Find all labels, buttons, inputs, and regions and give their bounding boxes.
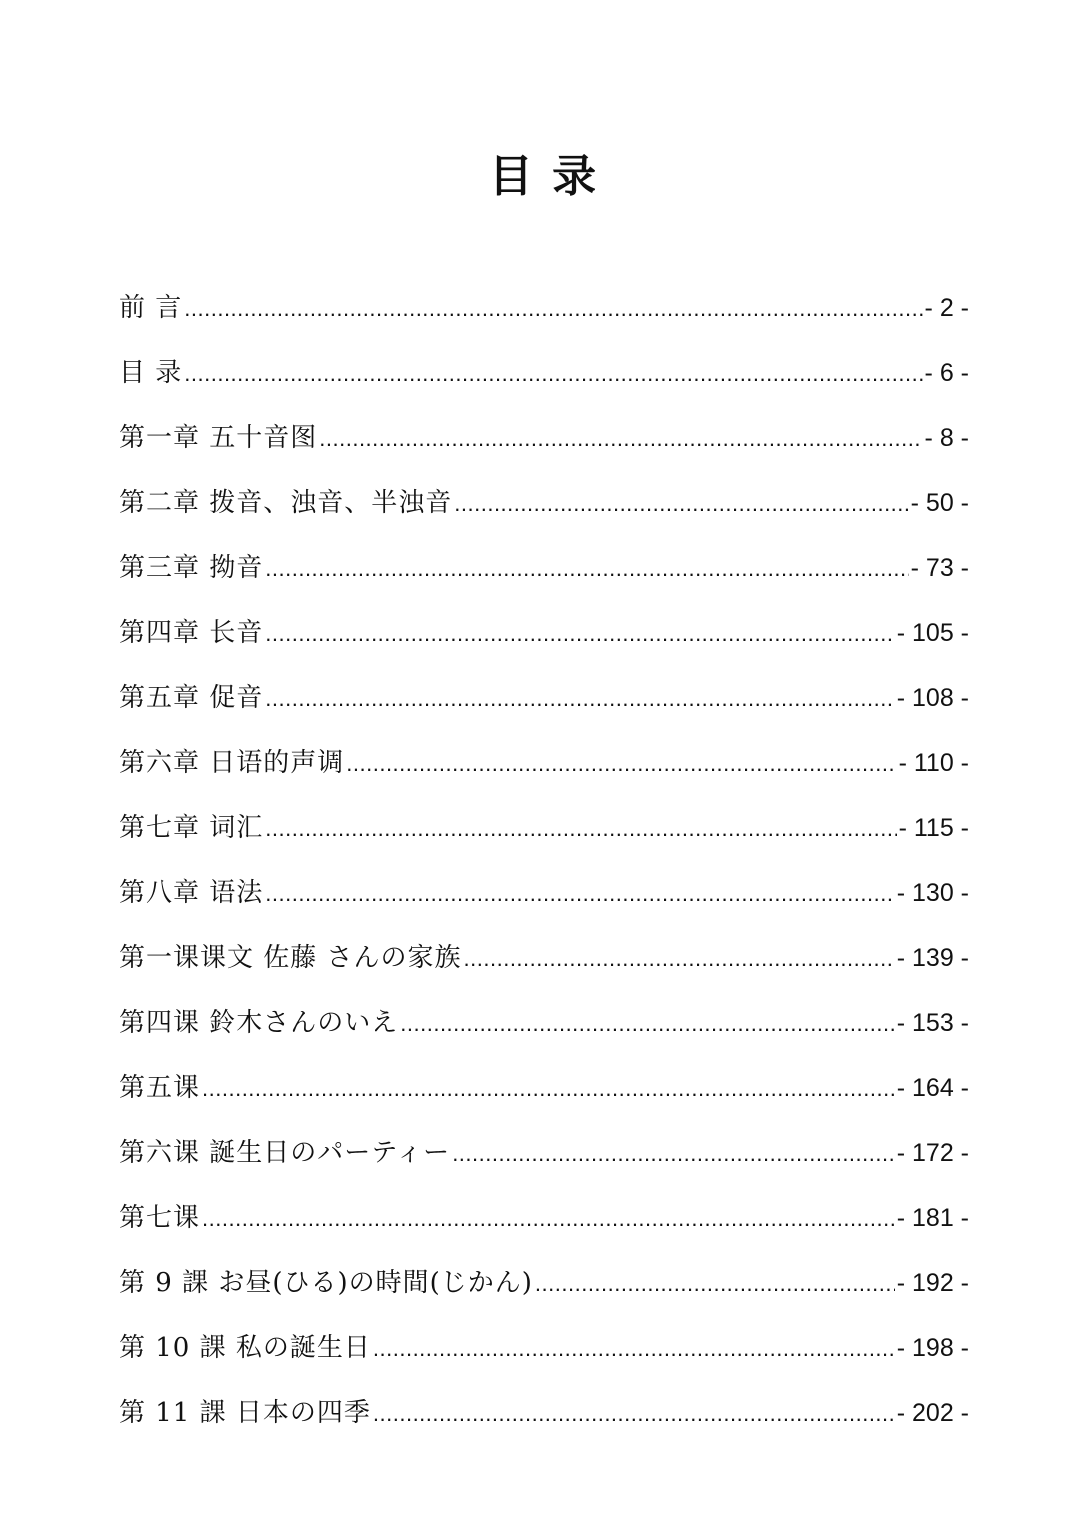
toc-entry-label: 第一章 五十音图 [119, 423, 318, 453]
toc-entry-page: - 130 - [896, 879, 969, 907]
toc-entry[interactable] [119, 1316, 969, 1381]
toc-entry[interactable] [119, 276, 969, 341]
toc-entry-label: 第 9 課 お昼(ひる)の時間(じかん) [119, 1268, 533, 1298]
toc-dot-leader [373, 1381, 895, 1446]
toc-entry-label: 第八章 语法 [119, 878, 264, 908]
toc-entry-page: - 115 - [898, 814, 969, 842]
toc-dot-leader [265, 601, 894, 666]
toc-entry-label: 第四章 长音 [119, 618, 264, 648]
toc-dot-leader [202, 1056, 895, 1121]
toc-entry-page: - 8 - [924, 424, 969, 452]
toc-dot-leader [265, 666, 894, 731]
toc-entry-page: - 192 - [896, 1269, 969, 1297]
toc-dot-leader [454, 471, 908, 536]
toc-entry[interactable] [119, 1121, 969, 1186]
toc-entry-label: 第六章 日语的声调 [119, 748, 345, 778]
toc-entry[interactable] [119, 471, 969, 536]
toc-dot-leader [400, 991, 894, 1056]
toc-entry-page: - 164 - [896, 1074, 969, 1102]
toc-entry[interactable] [119, 991, 969, 1056]
toc-entry[interactable] [119, 731, 969, 796]
toc-entry[interactable] [119, 1251, 969, 1316]
toc-entry-page: - 153 - [896, 1009, 969, 1037]
toc-entry-label: 前 言 [119, 293, 183, 323]
toc-dot-leader [265, 861, 894, 926]
toc-entry-label: 第七课 [119, 1203, 201, 1233]
toc-entry[interactable] [119, 861, 969, 926]
toc-entry-label: 第 10 課 私の誕生日 [119, 1333, 371, 1363]
toc-entry-page: - 202 - [896, 1399, 969, 1427]
toc-dot-leader [535, 1251, 895, 1316]
toc-entry[interactable] [119, 406, 969, 471]
toc-dot-leader [319, 406, 922, 471]
page-title: 目 录 [488, 151, 599, 203]
toc-dot-leader [452, 1121, 895, 1186]
toc-entry-label: 目 录 [119, 358, 183, 388]
toc-entry[interactable] [119, 1381, 969, 1446]
toc-entry[interactable] [119, 666, 969, 731]
toc-entry-label: 第 11 課 日本の四季 [119, 1398, 371, 1428]
toc-dot-leader [202, 1186, 895, 1251]
toc-entry-page: - 139 - [896, 944, 969, 972]
toc-entry-page: - 110 - [898, 749, 969, 777]
toc-entry-label: 第二章 拨音、浊音、半浊音 [119, 488, 453, 518]
toc-entry-page: - 198 - [896, 1334, 969, 1362]
toc-entry-label: 第四课 鈴木さんのいえ [119, 1008, 399, 1038]
toc-dot-leader [265, 796, 896, 861]
toc-entry[interactable] [119, 926, 969, 991]
toc-entry[interactable] [119, 536, 969, 601]
toc-dot-leader [464, 926, 895, 991]
toc-entry[interactable] [119, 1056, 969, 1121]
toc-entry-page: - 172 - [896, 1139, 969, 1167]
toc-dot-leader [346, 731, 896, 796]
toc-entry[interactable] [119, 1186, 969, 1251]
toc-entry-page: - 181 - [896, 1204, 969, 1232]
toc-entry[interactable] [119, 341, 969, 406]
toc-entry-page: - 108 - [896, 684, 969, 712]
toc-entry-label: 第五课 [119, 1073, 201, 1103]
toc-dot-leader [373, 1316, 895, 1381]
toc-entry-label: 第五章 促音 [119, 683, 264, 713]
toc-dot-leader [184, 341, 922, 406]
toc-entry-page: - 2 - [924, 294, 969, 322]
toc-dot-leader [265, 536, 908, 601]
toc-list [119, 276, 969, 1446]
toc-entry-page: - 73 - [910, 554, 969, 582]
toc-entry-label: 第三章 拗音 [119, 553, 264, 583]
toc-entry-page: - 50 - [910, 489, 969, 517]
toc-entry-label: 第六课 誕生日のパーティー [119, 1138, 451, 1168]
toc-dot-leader [184, 276, 922, 341]
toc-entry-label: 第一课课文 佐藤 さんの家族 [119, 943, 462, 973]
toc-entry-label: 第七章 词汇 [119, 813, 264, 843]
toc-entry-page: - 105 - [896, 619, 969, 647]
toc-entry[interactable] [119, 796, 969, 861]
toc-entry-page: - 6 - [924, 359, 969, 387]
toc-entry[interactable] [119, 601, 969, 666]
